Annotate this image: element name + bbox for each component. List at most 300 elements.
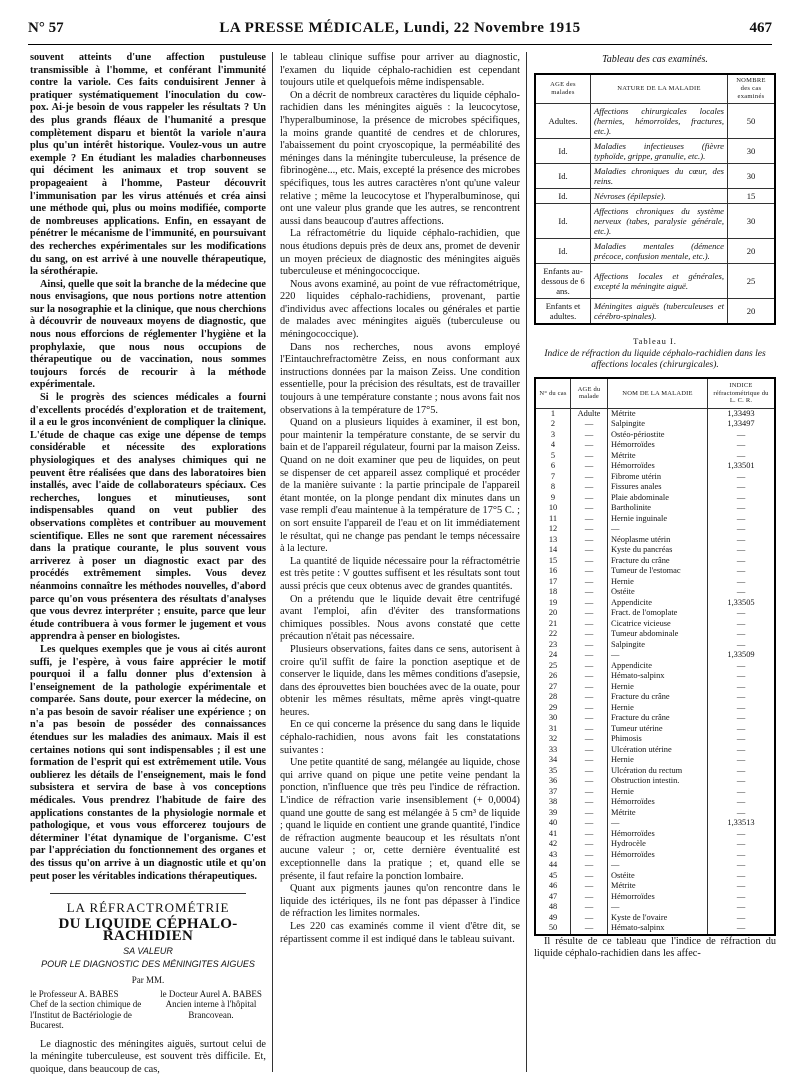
table-1-cell-age: — [571, 745, 608, 756]
table-1-cell-n: 9 [535, 493, 571, 504]
table-1-cell-n: 6 [535, 461, 571, 472]
table-row [535, 238, 775, 263]
table-row [535, 829, 775, 840]
table-1-cell-idx: 1,33493 [708, 408, 776, 419]
table-1-cell-idx: — [708, 703, 776, 714]
table-1-cell-idx: — [708, 839, 776, 850]
table-1-cell-age: — [571, 734, 608, 745]
table-1-cell-n: 1 [535, 408, 571, 419]
table-1-cell-idx: — [708, 892, 776, 903]
table-1-cell-idx: — [708, 472, 776, 483]
article-title-line-1: LA RÉFRACTROMÉTRIE [66, 900, 230, 916]
table-row [535, 692, 775, 703]
table-1-cell-n: 38 [535, 797, 571, 808]
col2-paragraph-1: le tableau clinique suffise pour arriver au diagnostic, l'examen du liquide céphalo-rachidien est cependant toujours utile et quelquefois même indispensable. [280, 52, 520, 89]
col2-paragraph-7: La quantité de liquide nécessaire pour la réfractométrie est très petite : V gouttes suffisent et les résultats sont tout aussi précis que ceux obtenus avec de grandes quantités. [280, 555, 520, 592]
col1-paragraph-3: Si le progrès des sciences médicales a fourni d'excellents procédés d'exploration et de traitement, il a eu le gros inconvénient de compliquer la clinique. L'étude de chaque cas exige une dépense de temps considérable et nécessite des explorations physiologiques et des analyses chimiques qui ne peuvent être réalisées que dans des laboratoires bien installés, avec l'aide de collaborateurs spéciaux. Ces recherches, longues et minutieuses, sont indispensables quand on veut publier des observations complètes et contribuer au mouvement scientifique. Elles ne sont que rarement nécessaires dans la pratique courante, le plus souvent vous arriverez à poser un diagnostic exact par des procédés extrêmement simples. Vous devez néanmoins connaître les méthodes nouvelles, d'abord parce qu'on vous présentera des résultats d'analyses que vous devrez interpréter ; ensuite, parce que leur étude contribuera à vous former le jugement et vous apprendra à penser en biologistes. [30, 392, 266, 643]
table-1-cell-idx: — [708, 608, 776, 619]
table-row [535, 766, 775, 777]
table-1-cell-age: — [571, 755, 608, 766]
table-row [535, 776, 775, 787]
table-row [535, 808, 775, 819]
table-1-cell-idx: — [708, 577, 776, 588]
table-1-label: Tableau I. [633, 335, 677, 346]
table-cases-cell-nature: Méningites aiguës (tuberculeuses et cérébro-spinales). [591, 298, 728, 324]
table-row [535, 797, 775, 808]
article-subtitle-2: POUR LE DIAGNOSTIC DES MÉNINGITES AIGUES [41, 958, 255, 969]
table-row [535, 482, 775, 493]
table-row [535, 419, 775, 430]
table-1-cell-idx: — [708, 713, 776, 724]
table-row [535, 493, 775, 504]
table-cases-cell-num: 30 [728, 163, 776, 188]
table-1-cell-age: — [571, 797, 608, 808]
table-1-cell-name: Fibrome utérin [608, 472, 708, 483]
author-1-role: Chef de la section chimique de l'Institut de Bactériologie de Bucarest. [30, 999, 142, 1031]
table-row [535, 408, 775, 419]
table-1-cell-idx: 1,33509 [708, 650, 776, 661]
table-1-cell-age: — [571, 881, 608, 892]
table-1-cell-idx: — [708, 881, 776, 892]
table-1-cell-idx: — [708, 556, 776, 567]
table-1-cell-name: — [608, 860, 708, 871]
article-by: Par MM. [131, 975, 165, 986]
table-1-cell-n: 41 [535, 829, 571, 840]
table-1-cell-age: — [571, 808, 608, 819]
column-rule-1 [272, 52, 273, 1072]
table-1-cell-age: — [571, 829, 608, 840]
table-cases-cell-age: Enfants et adultes. [535, 298, 591, 324]
table-cases-cell-nature: Maladies chroniques du cœur, des reins. [591, 163, 728, 188]
table-cases-cell-age: Enfants au-dessous de 6 ans. [535, 263, 591, 298]
table-1-cell-name: Fracture du crâne [608, 713, 708, 724]
table-1-cell-n: 11 [535, 514, 571, 525]
table-1-cell-n: 12 [535, 524, 571, 535]
table-1-cell-idx: — [708, 587, 776, 598]
col1-paragraph-4: Les quelques exemples que je vous ai cités auront suffi, je l'espère, à vous faire apprécier le motif pourquoi il a fallu donner plus d'extension à l'enseignement de la pathologie expérimentale et comparée. Sans doute, pour exercer la médecine, on n'a pas besoin de savoir réaliser une expérience ; on n'a pas besoin de posséder des connaissances étendues sur les maladies des animaux. Mais il est certaines notions qui sont indispensables ; il est une formation de l'esprit qui est extrêmement utile. Vous oublierez les détails de l'enseignement, mais le fond subsistera et servira de base à vos conceptions médicales. Vous prendrez l'habitude de faire des applications constantes de la physiologie normale et pathologique, et vous vous efforcerez toujours de déterminer l'état dynamique de l'organisme. C'est par l'appréciation du fonctionnement des organes et des tissus qu'on arrive à un diagnostic utile et qu'on peut poser les véritables indications thérapeutiques. [30, 643, 266, 882]
table-1-cell-name: Ulcération du rectum [608, 766, 708, 777]
table-1-cell-name: Fissures anales [608, 482, 708, 493]
table-1-cell-idx: — [708, 661, 776, 672]
table-cases-cell-num: 25 [728, 263, 776, 298]
table-row [535, 892, 775, 903]
table-1-cell-n: 20 [535, 608, 571, 619]
table-1-cell-idx: — [708, 776, 776, 787]
table-1-cell-name: — [608, 650, 708, 661]
col2-paragraph-10: En ce qui concerne la présence du sang dans le liquide céphalo-rachidien, nous avons fait les constatations suivantes : [280, 719, 520, 756]
page-header [28, 18, 772, 45]
table-1-cell-age: — [571, 629, 608, 640]
table-cases-cell-num: 50 [728, 103, 776, 138]
table-1-cell-n: 43 [535, 850, 571, 861]
table-1-cell-idx: — [708, 724, 776, 735]
table-1-cell-name: Hémorroïdes [608, 829, 708, 840]
column-rule-2 [526, 52, 527, 1072]
table-1-cell-age: — [571, 692, 608, 703]
table-1-cell-age: — [571, 923, 608, 935]
table-1 [534, 377, 776, 936]
table-row [535, 745, 775, 756]
table-1-cell-name: Ostéite [608, 587, 708, 598]
table-cases-header-count: NOMBRE des cas examinés [728, 74, 776, 104]
table-row [535, 138, 775, 163]
table-1-cell-name: Fracture du crâne [608, 692, 708, 703]
table-1-cell-idx: — [708, 430, 776, 441]
table-1-cell-n: 33 [535, 745, 571, 756]
table-row [535, 472, 775, 483]
col2-paragraph-3: La réfractométrie du liquide céphalo-rachidien, que nous étudions depuis près de deux ans, promet de devenir un moyen précieux de diagnostic des méningites aiguës tuberculeuse et méningococcique. [280, 228, 520, 278]
table-cases-cell-num: 20 [728, 298, 776, 324]
table-1-cell-n: 45 [535, 871, 571, 882]
table-1-cell-n: 18 [535, 587, 571, 598]
table-1-cell-age: — [571, 419, 608, 430]
table-1-cell-name: Plaie abdominale [608, 493, 708, 504]
table-1-cell-age: — [571, 682, 608, 693]
article-title-line-2: DU LIQUIDE CÉPHALO-RACHIDIEN [58, 915, 238, 945]
table-1-cell-idx: — [708, 682, 776, 693]
table-row [535, 839, 775, 850]
issue-number: N° 57 [28, 20, 64, 36]
table-1-cell-idx: — [708, 766, 776, 777]
table-1-cell-name: Tumeur de l'estomac [608, 566, 708, 577]
table-cases-cell-age: Id. [535, 163, 591, 188]
table-1-cell-n: 4 [535, 440, 571, 451]
table-1-cell-age: — [571, 892, 608, 903]
table-1-cell-name: Ostéite [608, 871, 708, 882]
table-cases-header-nature: NATURE DE LA MALADIE [591, 74, 728, 104]
article-intro: Le diagnostic des méningites aiguës, surtout celui de la méningite tuberculeuse, est souvent très difficile. Et, quoique, dans beaucoup de cas, [30, 1038, 266, 1074]
table-1-cell-idx: — [708, 808, 776, 819]
table-1-cell-n: 28 [535, 692, 571, 703]
table-1-cell-name: Hémato-salpinx [608, 671, 708, 682]
table-1-cell-name: Tumeur utérine [608, 724, 708, 735]
table-1-cell-idx: — [708, 923, 776, 935]
table-cases-cell-age: Id. [535, 138, 591, 163]
table-1-cell-name: Métrite [608, 808, 708, 819]
table-1-cell-n: 19 [535, 598, 571, 609]
col2-paragraph-9: Plusieurs observations, faites dans ce sens, autorisent à croire qu'il suffit de faire la ponction aseptique et de conserver le liquide, dans les mêmes conditions d'asepsie, dans des éprouvettes bien bouchées avec de la ouate, pour obtenir les mêmes résultats, même après vingt-quatre heures. [280, 643, 520, 718]
table-1-cell-age: — [571, 440, 608, 451]
table-row [535, 871, 775, 882]
table-1-cell-age: — [571, 818, 608, 829]
table-cases-cell-age: Id. [535, 188, 591, 203]
col2-paragraph-5: Dans nos recherches, nous avons employé l'Eintauchrefractomètre Zeiss, en nous conformant aux instructions données par la maison Zeiss. Une condition essentielle, pour la précision des résultats, est de travailler toujours à une température constante ; nous avons fait nos observations à la température de 17°5. [280, 341, 520, 416]
table-1-cell-name: — [608, 902, 708, 913]
table-1-cell-name: Hémorroïdes [608, 850, 708, 861]
article-divider [50, 893, 246, 894]
table-row [535, 923, 775, 935]
table-1-cell-n: 49 [535, 913, 571, 924]
table-1-cell-age: — [571, 598, 608, 609]
table-row [535, 203, 775, 238]
table-1-cell-name: Ulcération utérine [608, 745, 708, 756]
table-row [535, 629, 775, 640]
table-1-cell-name: Phimosis [608, 734, 708, 745]
table-row [535, 503, 775, 514]
table-row [535, 598, 775, 609]
table-1-cell-name: Hernie [608, 787, 708, 798]
col2-paragraph-8: On a prétendu que le liquide devait être centrifugé avant l'emploi, afin d'éviter des transformations chimiques possibles. Nous avons constaté que cette précaution n'était pas nécessaire. [280, 593, 520, 643]
col1-paragraph-2: Ainsi, quelle que soit la branche de la médecine que nous envisagions, que nous portions notre attention sur la nosographie et la clinique, que nous cherchions à découvrir de nouveaux moyens de diagnostic, que nous nous efforcions de réglementer l'hygiène et la prophylaxie, que nous nous occupions de thérapeutique ou de vaccination, nous sommes toujours forcés de recourir à la méthode expérimentale. [30, 278, 266, 391]
table-cases-header-age: AGE des malades [535, 74, 591, 104]
table-cases-cell-age: Id. [535, 203, 591, 238]
table-1-cell-name: Hernie [608, 682, 708, 693]
table-1-cell-age: — [571, 713, 608, 724]
table-1-cell-idx: — [708, 902, 776, 913]
journal-title: LA PRESSE MÉDICALE, Lundi, 22 Novembre 1915 [219, 20, 581, 36]
table-1-cell-n: 36 [535, 776, 571, 787]
table-cases [534, 73, 776, 325]
table-1-cell-age: — [571, 535, 608, 546]
table-1-cell-name: Hernie [608, 703, 708, 714]
table-row [535, 902, 775, 913]
table-1-cell-name: Kyste du pancréas [608, 545, 708, 556]
table-row [535, 682, 775, 693]
table-1-cell-name: Hernie [608, 577, 708, 588]
table-row [535, 713, 775, 724]
table-1-cell-name: Néoplasme utérin [608, 535, 708, 546]
table-1-cell-age: — [571, 724, 608, 735]
table-1-cell-n: 48 [535, 902, 571, 913]
table-1-cell-n: 17 [535, 577, 571, 588]
table-1-cell-idx: — [708, 829, 776, 840]
table-1-header-disease: NOM DE LA MALADIE [608, 378, 708, 408]
table-cases-cell-age: Id. [535, 238, 591, 263]
table-row [535, 451, 775, 462]
table-1-cell-n: 47 [535, 892, 571, 903]
table-1-cell-idx: — [708, 692, 776, 703]
table-1-header-index: INDICE réfractométrique du L. C. R. [708, 378, 776, 408]
table-row [535, 188, 775, 203]
table-cases-cell-num: 30 [728, 138, 776, 163]
table-1-cell-n: 26 [535, 671, 571, 682]
table-row [535, 298, 775, 324]
table-row [535, 913, 775, 924]
table-1-cell-n: 30 [535, 713, 571, 724]
table-1-cell-age: — [571, 493, 608, 504]
table-1-cell-idx: — [708, 451, 776, 462]
table-1-cell-n: 29 [535, 703, 571, 714]
table-1-cell-age: — [571, 608, 608, 619]
table-1-cell-age: — [571, 619, 608, 630]
table-row [535, 514, 775, 525]
col2-paragraph-13: Les 220 cas examinés comme il vient d'être dit, se répartissent comme il est indiqué dans le tableau suivant. [280, 920, 520, 945]
table-1-cell-name: Bartholinite [608, 503, 708, 514]
table-row [535, 881, 775, 892]
table-1-cell-name: Hémorroïdes [608, 440, 708, 451]
col2-paragraph-4: Nous avons examiné, au point de vue réfractométrique, 220 liquides céphalo-rachidiens, provenant, partie d'individus avec affections locales ou générales et partie de malades avec méningites aiguës (tuberculeuse ou méningococcique). [280, 278, 520, 341]
table-1-cell-n: 50 [535, 923, 571, 935]
table-1-cell-name: Ostéo-périostite [608, 430, 708, 441]
table-1-cell-idx: — [708, 440, 776, 451]
table-1-cell-age: — [571, 703, 608, 714]
table-cases-cell-num: 30 [728, 203, 776, 238]
table-row [535, 850, 775, 861]
table-1-cell-idx: 1,33501 [708, 461, 776, 472]
table-1-cell-n: 35 [535, 766, 571, 777]
table-row [535, 103, 775, 138]
table-1-cell-n: 14 [535, 545, 571, 556]
table-1-cell-name: Hernie inguinale [608, 514, 708, 525]
table-cases-cell-age: Adultes. [535, 103, 591, 138]
table-cases-caption: Tableau des cas examinés. [602, 54, 708, 65]
table-1-cell-idx: — [708, 524, 776, 535]
table-1-cell-n: 21 [535, 619, 571, 630]
article-subtitle-1: SA VALEUR [123, 945, 173, 956]
table-1-cell-age: — [571, 776, 608, 787]
table-1-caption: Indice de réfraction du liquide céphalo-rachidien dans les affections locales (chirurgicales). [544, 349, 766, 371]
table-1-cell-n: 3 [535, 430, 571, 441]
table-1-cell-age: — [571, 451, 608, 462]
table-1-cell-name: Salpingite [608, 419, 708, 430]
table-row [535, 545, 775, 556]
table-row [535, 755, 775, 766]
table-cases-cell-nature: Affections chroniques du système nerveux (tabes, paralysie générale, etc.). [591, 203, 728, 238]
table-1-cell-idx: — [708, 503, 776, 514]
table-row [535, 608, 775, 619]
table-cases-cell-num: 15 [728, 188, 776, 203]
table-1-cell-n: 27 [535, 682, 571, 693]
table-1-cell-age: — [571, 766, 608, 777]
col2-paragraph-6: Quand on a plusieurs liquides à examiner, il est bon, pour maintenir la température constante, de se servir du bain et de l'appareil régulateur, fourni par la maison Zeiss. Quand on ne doit examiner que peu de liquides, on peut se dispenser de cet appareil assez compliqué et procéder de la manière suivante : la partie principale de l'appareil étant montée, on la plonge pendant dix minutes dans un vase rempli d'eau maintenue à la température de 17°5 C. ; on sort ensuite l'appareil de l'eau et on lit immédiatement le résultat, qui ne change pas pendant le temps nécessaire à la lecture. [280, 417, 520, 555]
table-1-cell-age: — [571, 839, 608, 850]
col2-paragraph-2: On a décrit de nombreux caractères du liquide céphalo-rachidien dans les méningites aiguës : la leucocytose, l'hyperalbuminose, la présence de microbes spécifiques, la moins grande quantité de cendres et de chlorures, l'abaissement du point cryoscopique, la perméabilité des méninges dans la méningite tuberculeuse, la présence de fibrinogène..., etc. Mais, excepté la présence des microbes spécifiques, tous les autres caractères n'ont qu'une valeur relative ; même la leucocytose et l'hyperalbuminose, qui ont une valeur plus grande que les autres, se rencontrent aussi dans beaucoup d'autres affections. [280, 89, 520, 227]
table-1-cell-idx: — [708, 797, 776, 808]
table-1-cell-idx: — [708, 566, 776, 577]
table-1-cell-name: Hémorroïdes [608, 892, 708, 903]
table-1-cell-idx: — [708, 745, 776, 756]
table-1-cell-age: — [571, 587, 608, 598]
table-1-cell-age: — [571, 871, 608, 882]
col3-paragraph-after-table: Il résulte de ce tableau que l'indice de réfraction du liquide céphalo-rachidien dans les affec- [534, 935, 776, 960]
table-row [535, 734, 775, 745]
table-1-cell-idx: — [708, 913, 776, 924]
table-cases-cell-nature: Maladies mentales (démence précoce, confusion mentale, etc.). [591, 238, 728, 263]
table-1-header-row [535, 378, 775, 408]
table-1-cell-name: Métrite [608, 408, 708, 419]
table-1-cell-name: — [608, 524, 708, 535]
table-1-cell-idx: 1,33505 [708, 598, 776, 609]
table-1-cell-age: — [571, 913, 608, 924]
author-1-name: le Professeur A. BABES [30, 988, 119, 999]
table-row [535, 566, 775, 577]
table-1-cell-age: — [571, 461, 608, 472]
table-1-cell-n: 8 [535, 482, 571, 493]
table-1-cell-idx: — [708, 640, 776, 651]
article-authors [30, 989, 266, 1031]
col2-paragraph-11: Une petite quantité de sang, mélangée au liquide, chose qui arrive quand on pique une petite veine pendant la ponction, n'influence que très peu l'indice de réfraction. L'indice de réfraction varie insensiblement (+ 0,0004) quand une goutte de sang est mélangée à 5 cm³ de liquide ; quand le liquide en contient une grande quantité, l'indice de réfraction augmente beaucoup et les résultats n'ont aucune valeur ; or, cette dernière éventualité est exceptionnelle dans la pratique ; et, quand elle se présente, il faut refaire la ponction lombaire. [280, 757, 520, 882]
table-1-cell-idx: — [708, 755, 776, 766]
table-1-cell-name: Hydrocèle [608, 839, 708, 850]
table-1-cell-name: Appendicite [608, 661, 708, 672]
table-1-cell-name: Hernie [608, 755, 708, 766]
table-1-cell-idx: — [708, 860, 776, 871]
table-1-cell-age: — [571, 472, 608, 483]
table-1-cell-idx: — [708, 493, 776, 504]
table-1-cell-n: 44 [535, 860, 571, 871]
column-2 [280, 52, 520, 1074]
table-row [535, 163, 775, 188]
table-row [535, 818, 775, 829]
table-1-cell-idx: — [708, 871, 776, 882]
table-1-cell-age: — [571, 556, 608, 567]
author-1 [30, 989, 150, 1031]
table-row [535, 535, 775, 546]
table-row [535, 703, 775, 714]
table-row [535, 430, 775, 441]
table-1-cell-name: Salpingite [608, 640, 708, 651]
table-cases-header-row [535, 74, 775, 104]
table-1-cell-n: 34 [535, 755, 571, 766]
col2-paragraph-12: Quant aux pigments jaunes qu'on rencontre dans le liquide des ictériques, ils ne font pas dépasser à l'indice de réfraction les limites normales. [280, 883, 520, 920]
table-1-cell-idx: — [708, 671, 776, 682]
table-row [535, 461, 775, 472]
table-row [535, 650, 775, 661]
table-1-cell-n: 25 [535, 661, 571, 672]
column-3 [534, 52, 776, 1074]
table-row [535, 556, 775, 567]
table-1-cell-age: — [571, 577, 608, 588]
table-1-cell-name: Fracture du crâne [608, 556, 708, 567]
table-cases-cell-nature: Maladies infectieuses (fièvre typhoïde, grippe, granulie, etc.). [591, 138, 728, 163]
table-1-cell-age: — [571, 503, 608, 514]
author-2-name: le Docteur Aurel A. BABES [160, 988, 262, 999]
table-1-cell-n: 46 [535, 881, 571, 892]
col1-paragraph-1: souvent atteints d'une affection pustuleuse transmissible à l'homme, et conférant l'immunité contre la variole. Ces faits conduisirent Jenner à pratiquer systématiquement l'inoculation du cow-pox. Ai-je besoin de vous rappeler les résultats ? Un des plus grands fléaux de l'humanité a presque complètement disparu et bientôt la variole n'aura plus qu'un intérêt historique. Voulez-vous un autre exemple ? En étudiant les maladies charbonneuses qui déciment les animaux et trop souvent se propageaient à l'homme, Pasteur découvrit l'immunisation par les virus atténués et créa ainsi une méthode qui, plus ou moins modifiée, comporte de nombreuses applications. Enfin, en essayant de pénétrer le mécanisme de l'immunité, en poursuivant des recherches expérimentales sur les modifications du sang, on est arrivé à une nouvelle thérapeutique, la sérothérapie. [30, 52, 266, 278]
table-1-cell-n: 13 [535, 535, 571, 546]
table-row [535, 724, 775, 735]
table-1-cell-n: 22 [535, 629, 571, 640]
table-1-cell-n: 31 [535, 724, 571, 735]
table-1-cell-n: 23 [535, 640, 571, 651]
table-1-cell-name: Tumeur abdominale [608, 629, 708, 640]
table-1-cell-name: Hémato-salpinx [608, 923, 708, 935]
table-1-cell-age: — [571, 671, 608, 682]
table-row [535, 671, 775, 682]
table-1-cell-n: 39 [535, 808, 571, 819]
table-1-cell-n: 2 [535, 419, 571, 430]
table-1-cell-name: Cicatrice vicieuse [608, 619, 708, 630]
table-1-cell-idx: — [708, 787, 776, 798]
table-1-cell-n: 5 [535, 451, 571, 462]
author-2 [156, 989, 266, 1031]
table-1-cell-n: 10 [535, 503, 571, 514]
table-1-cell-idx: — [708, 482, 776, 493]
table-1-cell-n: 32 [535, 734, 571, 745]
page-number: 467 [749, 20, 772, 36]
table-1-cell-idx: — [708, 514, 776, 525]
table-1-cell-age: — [571, 661, 608, 672]
table-cases-cell-nature: Affections chirurgicales locales (hernies, hémorroïdes, fractures, etc.). [591, 103, 728, 138]
table-1-cell-age: — [571, 787, 608, 798]
table-1-cell-age: — [571, 650, 608, 661]
table-cases-cell-num: 20 [728, 238, 776, 263]
table-1-cell-idx: 1,33497 [708, 419, 776, 430]
table-1-header-age: AGE du malade [571, 378, 608, 408]
table-1-cell-age: — [571, 902, 608, 913]
table-row [535, 619, 775, 630]
table-1-cell-n: 42 [535, 839, 571, 850]
table-1-cell-age: — [571, 482, 608, 493]
author-2-role: Ancien interne à l'hôpital Brancovean. [165, 999, 257, 1020]
table-1-cell-name: — [608, 818, 708, 829]
table-1-cell-age: — [571, 566, 608, 577]
table-cases-cell-nature: Névroses (épilepsie). [591, 188, 728, 203]
table-1-cell-name: Kyste de l'ovaire [608, 913, 708, 924]
table-row [535, 640, 775, 651]
table-1-cell-n: 24 [535, 650, 571, 661]
table-1-cell-idx: — [708, 629, 776, 640]
